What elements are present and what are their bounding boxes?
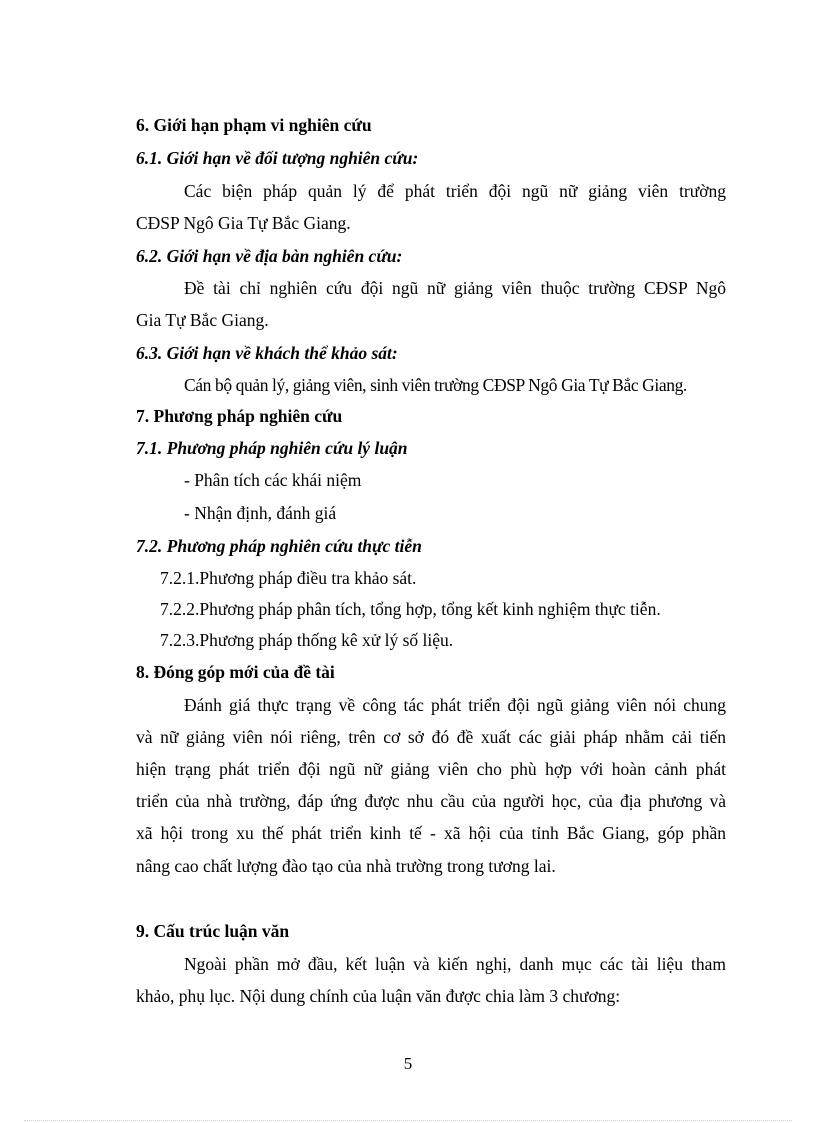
list-item: - Phân tích các khái niệm — [184, 470, 362, 490]
section-6-3-text-line-1: Cán bộ quản lý, giảng viên, sinh viên trường CĐSP Ngô Gia Tự Bắc Giang. — [184, 375, 687, 395]
section-9-text-line-2: khảo, phụ lục. Nội dung chính của luận văn được chia làm 3 chương: — [136, 986, 621, 1006]
list-item: 7.2.2.Phương pháp phân tích, tổng hợp, tổng kết kinh nghiệm thực tiễn. — [160, 599, 661, 619]
list-item: 7.2.1.Phương pháp điều tra khảo sát. — [160, 568, 417, 588]
section-7-1-heading: 7.1. Phương pháp nghiên cứu lý luận — [136, 438, 408, 458]
section-6-1-text-line-1: Các biện pháp quản lý để phát triển đội ngũ nữ giảng viên trường — [184, 181, 726, 201]
section-8-text-line: hiện trạng phát triển đội ngũ nữ giảng viên cho phù hợp với hoàn cảnh phát — [136, 759, 726, 779]
section-6-1-heading: 6.1. Giới hạn về đối tượng nghiên cứu: — [136, 148, 419, 168]
section-8-text-line: xã hội trong xu thế phát triển kinh tế - xã hội của tỉnh Bắc Giang, góp phần — [136, 823, 726, 843]
section-6-2-heading: 6.2. Giới hạn về địa bàn nghiên cứu: — [136, 246, 403, 266]
section-7-heading: 7. Phương pháp nghiên cứu — [136, 406, 343, 426]
section-7-2-heading: 7.2. Phương pháp nghiên cứu thực tiễn — [136, 536, 422, 556]
page-bottom-divider — [24, 1120, 792, 1121]
section-8-text-line: triển của nhà trường, đáp ứng được nhu cầu của người học, của địa phương và — [136, 791, 726, 811]
section-6-2-text-line-1: Đề tài chỉ nghiên cứu đội ngũ nữ giảng viên thuộc trường CĐSP Ngô — [184, 278, 726, 298]
section-8-text-line: và nữ giảng viên nói riêng, trên cơ sở đó đề xuất các giải pháp nhằm cải tiến — [136, 727, 726, 747]
section-9-text-line-1: Ngoài phần mở đầu, kết luận và kiến nghị, danh mục các tài liệu tham — [184, 954, 726, 974]
section-8-heading: 8. Đóng góp mới của đề tài — [136, 662, 335, 682]
section-6-1-text-line-2: CĐSP Ngô Gia Tự Bắc Giang. — [136, 213, 351, 233]
section-9-heading: 9. Cấu trúc luận văn — [136, 921, 290, 941]
list-item: - Nhận định, đánh giá — [184, 503, 337, 523]
list-item: 7.2.3.Phương pháp thống kê xử lý số liệu. — [160, 630, 454, 650]
section-8-text-line: nâng cao chất lượng đào tạo của nhà trường trong tương lai. — [136, 856, 556, 876]
section-6-2-text-line-2: Gia Tự Bắc Giang. — [136, 310, 269, 330]
section-8-text-line: Đánh giá thực trạng về công tác phát triển đội ngũ giảng viên nói chung — [184, 695, 726, 715]
page-number: 5 — [403, 1054, 413, 1073]
section-6-3-heading: 6.3. Giới hạn về khách thể khảo sát: — [136, 343, 398, 363]
section-6-heading: 6. Giới hạn phạm vi nghiên cứu — [136, 115, 372, 135]
